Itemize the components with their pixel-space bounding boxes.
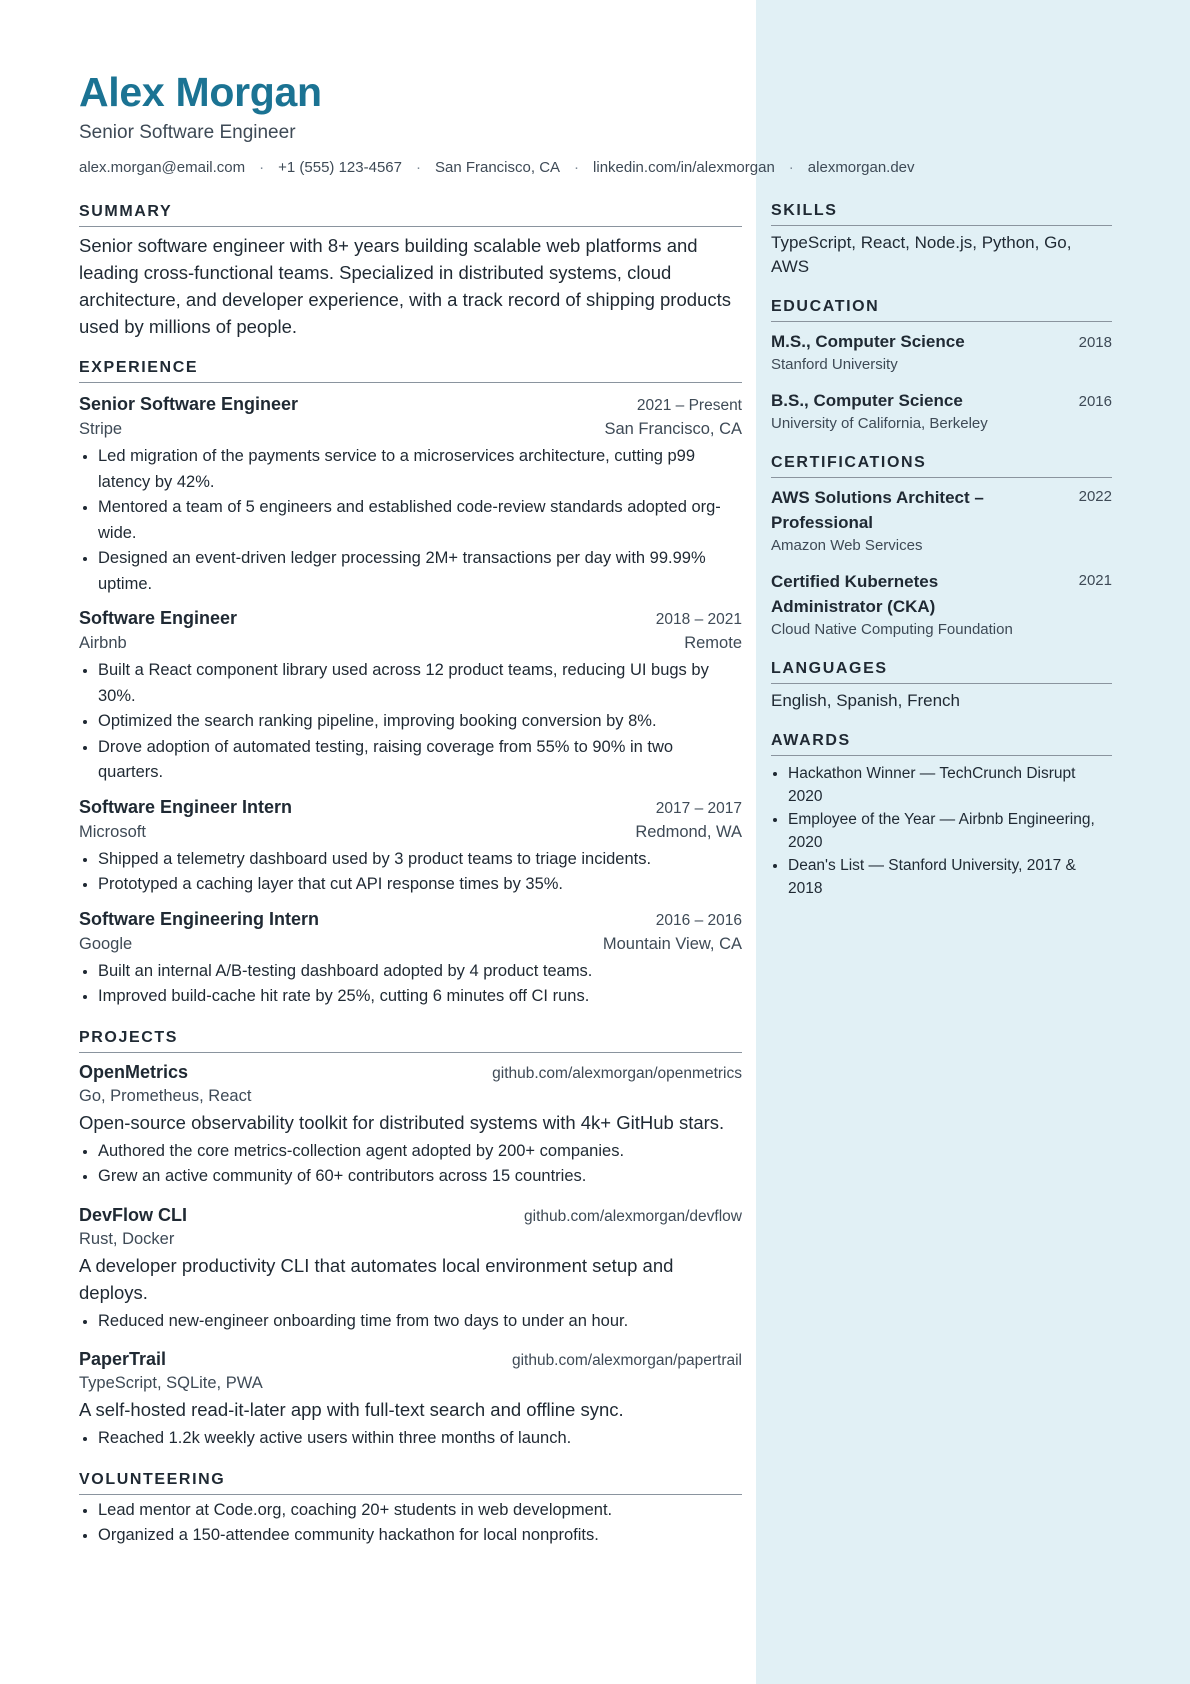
job-bullets	[79, 658, 742, 786]
project-bullets	[79, 1139, 742, 1190]
list-item: • Reached 1.2k weekly active users within three months of launch.	[98, 1426, 742, 1452]
volunteering-bullets	[79, 1498, 742, 1549]
summary-text: Senior software engineer with 8+ years building scalable web platforms and leading cross-functional teams. Specialized in distributed systems, cloud architecture, and developer experience, with a track record of shipping products used by millions of people.	[79, 235, 731, 337]
list-item: • Designed an event-driven ledger processing 2M+ transactions per day with 99.99% uptime.	[98, 546, 742, 597]
job-location: San Francisco, CA	[604, 420, 742, 438]
contact-line	[79, 158, 1139, 178]
education-entry	[771, 329, 1112, 376]
contact-separator: ·	[415, 159, 421, 176]
project-link[interactable]: github.com/alexmorgan/openmetrics	[492, 1064, 742, 1082]
awards-section	[771, 731, 1112, 900]
job-title: Software Engineer	[79, 608, 238, 628]
job-entry	[79, 605, 742, 786]
education-year: 2016	[1078, 393, 1112, 410]
project-tech: TypeScript, SQLite, PWA	[79, 1374, 263, 1392]
project-tech: Rust, Docker	[79, 1229, 175, 1248]
job-entry	[79, 906, 742, 1010]
list-item: • Improved build-cache hit rate by 25%, cutting 6 minutes off CI runs.	[98, 984, 742, 1010]
section-title: SKILLS	[771, 201, 1112, 226]
job-location: Mountain View, CA	[602, 934, 742, 953]
job-location: Redmond, WA	[635, 822, 742, 841]
project-description: A developer productivity CLI that automates local environment setup and deploys.	[79, 1254, 674, 1303]
contact-separator: ·	[574, 159, 580, 176]
skills-section	[771, 201, 1112, 279]
contact-website[interactable]: alexmorgan.dev	[807, 159, 915, 176]
section-title: EXPERIENCE	[79, 358, 742, 383]
contact-separator: ·	[788, 159, 794, 176]
sidebar-column	[771, 201, 1112, 918]
job-company: Google	[79, 934, 133, 953]
project-link[interactable]: github.com/alexmorgan/papertrail	[511, 1352, 742, 1369]
contact-separator: ·	[259, 159, 265, 176]
list-item: • Grew an active community of 60+ contributors across 15 countries.	[98, 1164, 742, 1190]
job-dates: 2018 – 2021	[655, 611, 742, 628]
education-degree: M.S., Computer Science	[771, 332, 965, 351]
section-title: AWARDS	[771, 731, 1112, 756]
certification-issuer: Cloud Native Computing Foundation	[771, 621, 1013, 638]
education-section	[771, 297, 1112, 435]
list-item: • Authored the core metrics-collection agent adopted by 200+ companies.	[98, 1139, 742, 1165]
contact-email[interactable]: alex.morgan@email.com	[79, 159, 246, 176]
main-column	[79, 202, 742, 1567]
project-link[interactable]: github.com/alexmorgan/devflow	[524, 1207, 742, 1225]
project-name: PaperTrail	[79, 1349, 167, 1369]
certification-entry	[771, 485, 1112, 557]
certification-entry	[771, 569, 1112, 641]
project-description: A self-hosted read-it-later app with full-text search and offline sync.	[79, 1399, 624, 1420]
section-title: SUMMARY	[79, 202, 742, 227]
volunteering-section	[79, 1470, 742, 1549]
list-item: • Built a React component library used across 12 product teams, reducing UI bugs by 30%.	[98, 658, 742, 709]
list-item: • Organized a 150-attendee community hackathon for local nonprofits.	[98, 1523, 742, 1549]
job-dates: 2021 – Present	[636, 397, 742, 414]
certification-year: 2022	[1078, 488, 1112, 505]
contact-phone[interactable]: +1 (555) 123-4567	[278, 159, 402, 176]
education-degree: B.S., Computer Science	[771, 391, 963, 410]
projects-section	[79, 1028, 742, 1452]
project-bullets	[79, 1426, 742, 1452]
job-bullets	[79, 444, 742, 597]
job-location: Remote	[684, 634, 742, 652]
project-name: DevFlow CLI	[79, 1204, 188, 1225]
list-item: • Reduced new-engineer onboarding time from two days to under an hour.	[98, 1309, 742, 1335]
job-title: Senior Software Engineer	[79, 394, 299, 414]
summary-section	[79, 202, 742, 340]
certification-name: AWS Solutions Architect – Professional	[771, 488, 984, 532]
project-entry	[79, 1059, 742, 1190]
job-bullets	[79, 847, 742, 898]
list-item: • Hackathon Winner — TechCrunch Disrupt 2020	[788, 762, 1112, 808]
certification-issuer: Amazon Web Services	[771, 537, 923, 554]
skills-text: TypeScript, React, Node.js, Python, Go, AWS	[771, 233, 1072, 276]
project-entry	[79, 1346, 742, 1452]
languages-section	[771, 659, 1112, 713]
section-title: PROJECTS	[79, 1028, 742, 1053]
education-school: University of California, Berkeley	[771, 415, 988, 432]
list-item: • Employee of the Year — Airbnb Engineering, 2020	[788, 808, 1112, 854]
job-dates: 2017 – 2017	[655, 799, 742, 817]
contact-linkedin[interactable]: linkedin.com/in/alexmorgan	[593, 159, 775, 176]
job-company: Stripe	[79, 420, 123, 438]
list-item: • Drove adoption of automated testing, raising coverage from 55% to 90% in two quarters.	[98, 735, 742, 786]
section-title: LANGUAGES	[771, 659, 1112, 684]
project-entry	[79, 1202, 742, 1335]
list-item: • Dean's List — Stanford University, 2017 & 2018	[788, 854, 1112, 900]
section-title: EDUCATION	[771, 297, 1112, 322]
list-item: • Built an internal A/B-testing dashboard adopted by 4 product teams.	[98, 959, 742, 985]
candidate-role: Senior Software Engineer	[79, 122, 296, 143]
contact-location: San Francisco, CA	[434, 159, 561, 176]
list-item: • Mentored a team of 5 engineers and established code-review standards adopted org-wide.	[98, 495, 742, 546]
certification-name: Certified Kubernetes Administrator (CKA)	[771, 572, 939, 616]
job-title: Software Engineer Intern	[79, 796, 293, 817]
list-item: • Shipped a telemetry dashboard used by 3 product teams to triage incidents.	[98, 847, 742, 873]
education-year: 2018	[1078, 334, 1112, 351]
list-item: • Prototyped a caching layer that cut API response times by 35%.	[98, 872, 742, 898]
resume-header	[79, 64, 1139, 178]
job-entry	[79, 391, 742, 597]
job-title: Software Engineering Intern	[79, 908, 320, 929]
education-school: Stanford University	[771, 356, 898, 373]
list-item: • Led migration of the payments service to a microservices architecture, cutting p99 latency by 42%.	[98, 444, 742, 495]
education-entry	[771, 388, 1112, 435]
job-company: Airbnb	[79, 634, 127, 652]
job-company: Microsoft	[79, 822, 146, 841]
languages-text: English, Spanish, French	[771, 691, 960, 710]
certification-year: 2021	[1078, 572, 1112, 589]
project-name: OpenMetrics	[79, 1061, 189, 1082]
list-item: • Optimized the search ranking pipeline, improving booking conversion by 8%.	[98, 709, 742, 735]
candidate-name: Alex Morgan	[79, 69, 322, 115]
job-entry	[79, 794, 742, 898]
awards-bullets	[771, 762, 1112, 900]
project-bullets	[79, 1309, 742, 1335]
section-title: VOLUNTEERING	[79, 1470, 742, 1495]
list-item: • Lead mentor at Code.org, coaching 20+ students in web development.	[98, 1498, 742, 1524]
certifications-section	[771, 453, 1112, 641]
job-dates: 2016 – 2016	[655, 911, 742, 929]
job-bullets	[79, 959, 742, 1010]
project-tech: Go, Prometheus, React	[79, 1086, 252, 1105]
section-title: CERTIFICATIONS	[771, 453, 1112, 478]
experience-section	[79, 358, 742, 1010]
project-description: Open-source observability toolkit for distributed systems with 4k+ GitHub stars.	[79, 1111, 725, 1133]
